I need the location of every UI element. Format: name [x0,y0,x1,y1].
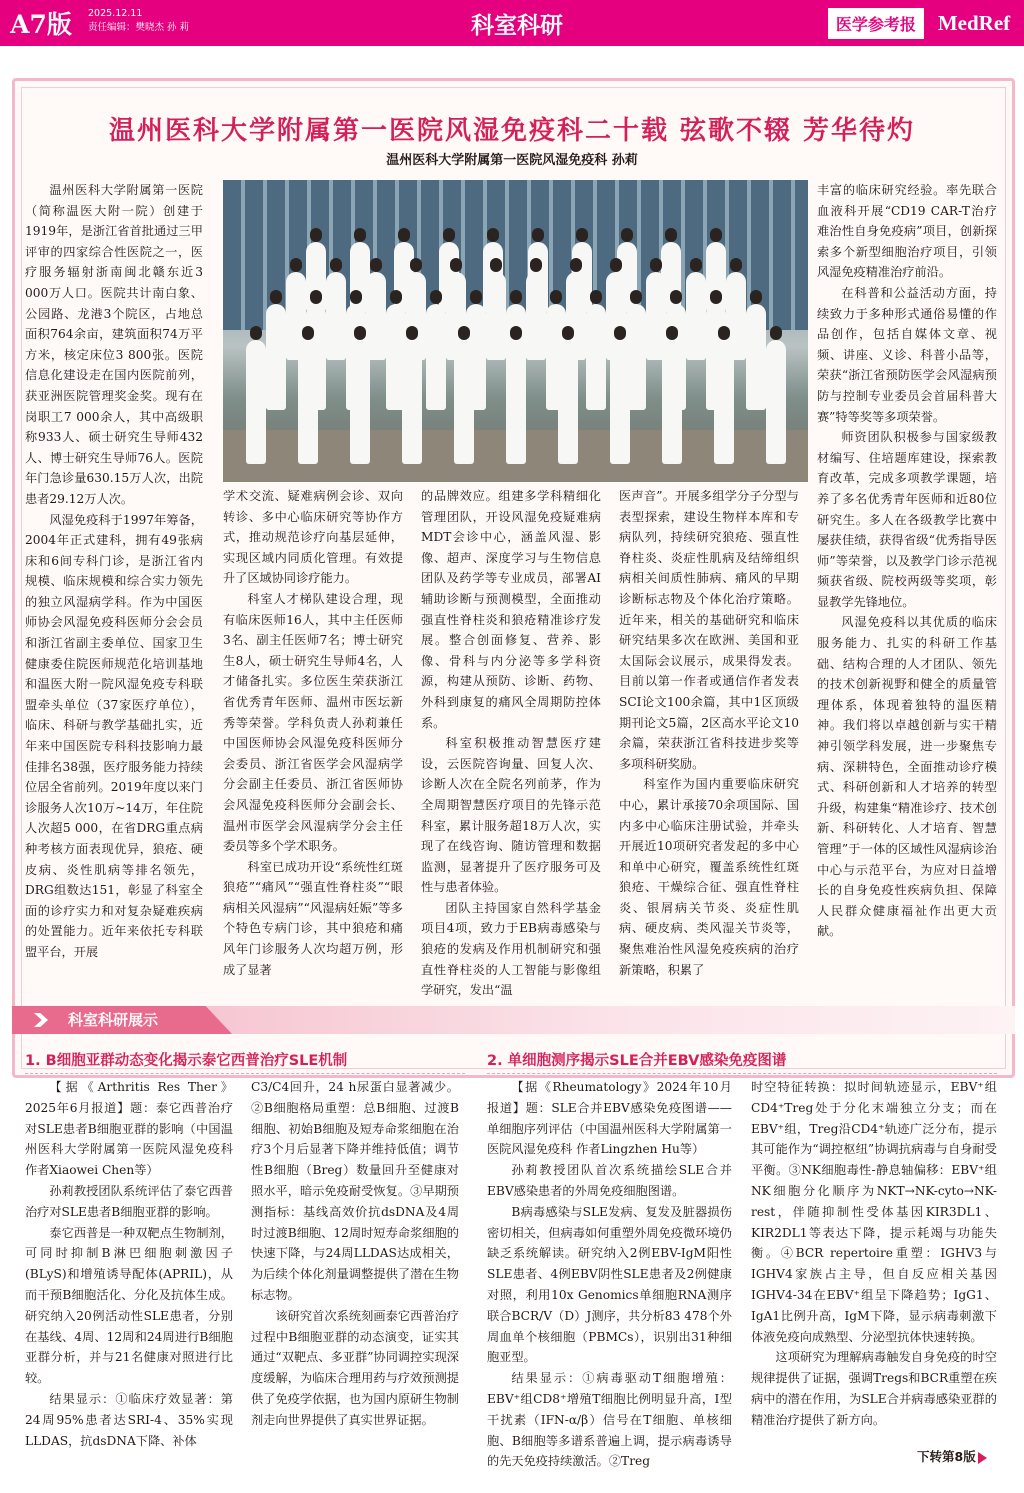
paragraph: 丰富的临床研究经验。率先联合血液科开展“CD19 CAR-T治疗难治性自身免疫病”项目，创新探索多个新型细胞治疗项目，引领风湿免疫精准治疗前沿。 [817,183,997,280]
issue-editors: 责任编辑：樊晓杰 孙 莉 [88,22,190,33]
article-byline: 温州医科大学附属第一医院风湿免疫科 孙莉 [386,153,638,168]
paragraph: 学术交流、疑难病例会诊、双向转诊、多中心临床研究等协作方式，推动规范诊疗向基层延伸，实现区域内同质化管理。有效提升了区域协同诊疗能力。 [223,489,403,586]
paragraph: 该研究首次系统刻画泰它西普治疗过程中B细胞亚群的动态演变，证实其通过“双靶点、多亚群”协同调控实现深度缓解，为临床合理用药与疗效预测提供了免疫学依据，也为国内原研生物制剂走向世界提供了真实世界证据。 [251,1308,459,1427]
photo-person [662,340,682,464]
continue-arrow-icon [978,1452,987,1464]
showcase-item-2-column-a [487,1077,732,1472]
paragraph: 风湿免疫科以其优质的临床服务能力、扎实的科研工作基础、结构合理的人才团队、领先的技术创新视野和健全的质量管理体系，体现着独特的温医精神。我们将以卓越创新与实干精神引领学科发展，进一步聚焦专病、深耕特色，全面推动诊疗模式、科研创新和人才培养的转型升级，构建集“精准诊疗、技术创新、科研转化、人才培育、智慧管理”于一体的区域性风湿病诊治中心与示范平台，为应对日益增长的自身免疫性疾病负担、保障人民群众健康福祉作出更大贡献。 [817,615,997,939]
photo-person [402,340,422,464]
photo-person [298,340,318,464]
article-column-3 [421,486,601,1001]
paragraph: 温州医科大学附属第一医院（简称温医大附一院）创建于1919年，是浙江省首批通过三甲评审的四家综合性医院之一，医疗服务辐射浙南闽北赣东近3 000万人口。医院共计南白象、公园路、龙港3个院区，占地总面积764余亩，建筑面积74万平方米，核定床位3 800张。医院信息化建设走在国内医院前列，获亚洲医院管理奖金奖。现有在岗职工7 000余人，其中高级职称933人、硕士研究生导师432人、博士研究生导师76人。医院年门急诊量630.15万人次，出院患者29.12万人次。 [25,183,203,506]
paragraph: 师资团队积极参与国家级教材编写、住培题库建设，探索教育改革，完成多项教学课题，培养了多名优秀青年医师和近80位研究生。多人在各级教学比赛中屡获佳绩，获得省级“优秀指导医师”等荣誉，以及教学门诊示范视频获省级、院校两级等奖项，彰显教学先锋地位。 [817,430,997,609]
paragraph: 医声音”。开展多组学分子分型与表型探索，建设生物样本库和专病队列，持续研究狼疮、强直性脊柱炎、炎症性肌病及结缔组织病相关间质性肺病、痛风的早期诊断标志物及个体化治疗策略。近年来，相关的基础研究和临床研究结果多次在欧洲、美国和亚太国际会议展示，成果得发表。目前以第一作者或通信作者发表SCI论文100余篇，其中1区顶级期刊论文5篇，2区高水平论文10余篇，荣获浙江省科技进步奖等多项科研奖励。 [619,489,799,771]
paper-name-cn: 医学参考报 [828,8,924,39]
article-column-5 [817,180,997,942]
paragraph: 科室已成功开设“系统性红斑狼疮”“痛风”“强直性脊柱炎”“眼病相关风湿病”“风湿病妊娠”等多个特色专病门诊，其中狼疮和痛风年门诊服务人次均超万例，形成了显著 [223,859,403,977]
team-photo [223,180,808,482]
photo-person [506,340,526,464]
photo-person [326,272,346,360]
photo-person [454,340,474,464]
showcase-item-1-column-a [25,1077,233,1451]
paragraph: 时空特征转换：拟时间轨迹显示，EBV⁺组CD4⁺Treg处于分化末端独立分支；而在EBV⁺组，Treg沿CD4⁺轨迹广泛分布，提示其可能作为“调控枢纽”协调抗病毒与自身耐受平衡。③NK细胞毒性-静息轴偏移：EBV⁺组NK细胞分化顺序为NKT→NK-cyto→NK-rest，伴随抑制性受体基因KIR3DL1、KIR2DL1等表达下降，提示耗竭与功能失衡。④BCR repertoire重塑：IGHV3与IGHV4家族占主导，但自反应相关基因IGHV4-34在EBV⁺组呈下降趋势；IgG1、IgA1比例升高，IgM下降，显示病毒刺激下体液免疫向成熟型、分泌型抗体快速转换。 [751,1080,997,1344]
article-title: 温州医科大学附属第一医院风湿免疫科二十载 弦歌不辍 芳华待灼 [108,116,916,146]
photo-person [610,340,630,464]
continued-label: 下转第8版 [917,1449,976,1464]
photo-person [350,340,370,464]
paragraph: 在科普和公益活动方面，持续致力于多种形式通俗易懂的作品创作，包括自媒体文章、视频、讲座、义诊、科普小品等，荣获“浙江省预防医学会风湿病预防与控制专业委员会首届科普大赛”特等奖等多项荣誉。 [817,285,997,424]
paragraph: 的品牌效应。组建多学科精细化管理团队，开设风湿免疫疑难病MDT会诊中心，涵盖风湿、影像、超声、深度学习与生物信息团队及药学等专业成员，部署AI辅助诊断与预测模型，全面推动强直性脊柱炎和狼疮精准诊疗发展。整合创面修复、营养、影像、骨科与内分泌等多学科资源，构建从预防、诊断、药物、外科到康复的痛风全周期防控体系。 [421,489,601,730]
article-column-4 [619,486,799,980]
issue-meta [82,0,220,46]
photo-person [746,304,766,410]
photo-person [426,304,446,410]
photo-person [586,304,606,410]
paragraph: 科室作为国内重要临床研究中心，累计承接70余项国际、国内多中心临床注册试验，并牵头开展近10项研究者发起的多中心和单中心研究，覆盖系统性红斑狼疮、干燥综合征、强直性脊柱炎、银屑病关节炎、炎症性肌病、硬皮病、类风湿关节炎等，聚焦难治性风湿免疫疾病的治疗新策略，积累了 [619,777,799,977]
masthead [0,0,1024,46]
article-column-1 [25,180,203,963]
paper-name-en: MedRef [937,10,1011,35]
paragraph: 孙莉教授团队系统评估了泰它西普治疗对SLE患者B细胞亚群的影响。 [25,1183,233,1219]
photo-person [766,340,786,464]
paragraph: 科室积极推动智慧医疗建设，云医院咨询量、回复人次、诊断人次在全院名列前茅，作为全周期智慧医疗项目的先锋示范科室，累计服务超18万人次，实现了在线咨询、随访管理和数据监测，显著提升了医疗服务可及性与患者体验。 [421,736,601,895]
showcase-item-2-column-b [751,1077,997,1431]
divider [487,1073,997,1074]
photo-person [686,272,706,360]
section-title: 科室科研 [220,0,814,46]
paragraph: 科室人才梯队建设合理，现有临床医师16人，其中主任医师3名、副主任医师7名；博士研究生8人，硕士研究生导师4名，人才储备扎实。多位医生荣获浙江省优秀青年医师、温州市医坛新秀等荣誉。学科负责人孙莉兼任中国医师协会风湿免疫科医师分会委员、浙江省医学会风湿病学分会副主任委员、浙江省医师协会风湿免疫科医师分会副会长、温州市医学会风湿病学分会主任委员等多个学术职务。 [223,591,403,854]
photo-person [714,340,734,464]
paragraph: 这项研究为理解病毒触发自身免疫的时空规律提供了证据，强调Tregs和BCR重塑在疾病中的潜在作用，为SLE合并病毒感染亚群的精准治疗提供了新方向。 [751,1350,997,1427]
paragraph: B病毒感染与SLE发病、复发及脏器损伤密切相关，但病毒如何重塑外周免疫微环境仍缺乏系统解读。研究纳入2例EBV-IgM阳性SLE患者、4例EBV阴性SLE患者及2例健康对照，利用10x Genomics单细胞RNA测序联合BCR/V（D）J测序，共分析83 478个外周血单个核细胞（PBMCs），识别出31种细胞亚型。 [487,1204,732,1365]
paragraph: 泰它西普是一种双靶点生物制剂，可同时抑制B淋巴细胞刺激因子(BLyS)和增殖诱导配体(APRIL)，从而干预B细胞活化、分化及抗体生成。研究纳入20例活动性SLE患者，分别在基线、4周、12周和24周进行B细胞亚群分析，并与21名健康对照进行比较。 [25,1225,233,1386]
paragraph: 结果显示：①临床疗效显著：第24周95%患者达SRI-4、35%实现LLDAS，抗dsDNA下降、补体 [25,1391,233,1448]
paragraph: 【据《Rheumatology》2024年10月报道】题：SLE合并EBV感染免疫图谱——单细胞序列评估（中国温州医科大学附属第一医院风湿免疫科 作者Lingzhen Hu等） [487,1080,732,1157]
paragraph: 团队主持国家自然科学基金项目4项，致力于EB病毒感染与狼疮的发病及作用机制研究和强直性脊柱炎的人工智能与影像组学研究，发出“温 [421,900,601,998]
paper-brand [814,0,1024,46]
issue-date: 2025.12.11 [88,8,143,19]
paragraph: 风湿免疫科于1997年筹备，2004年正式建科，拥有49张病床和6间专科门诊，是浙江省内规模、临床规模和综合实力领先的独立风湿病学科。作为中国医师协会风湿免疫科医师分会会员和浙江省副主委单位、国家卫生健康委住院医师规范化培训基地和温医大附一院风湿免疫专科联盟牵头单位（37家医疗单位），临床、科研与教学基础扎实，近年来中国医院专科科技影响力最佳排名38强，医疗服务能力持续位居全省前列。2019年度以来门诊服务人次10万~14万，年住院人次超5 000，在省DRG重点病种考核方面表现优异，狼疮、硬皮病、炎性肌病等排名领先，DRG组数达151，彰显了科室全面的诊疗实力和对复杂疑难疾病的处置能力。近年来依托专科联盟平台，开展 [25,512,203,959]
photo-person [246,340,266,464]
paragraph: C3/C4回升，24 h尿蛋白显著减少。②B细胞格局重塑：总B细胞、过渡B细胞、初始B细胞及短寿命浆细胞在治疗3个月后显著下降并维持低值；调节性B细胞（Breg）数量回升至健康对照水平，暗示免疫耐受恢复。③早期预测指标：基线高效价抗dsDNA及4周时过渡B细胞、12周时短寿命浆细胞的快速下降，与24周LLDAS达成相关，为后续个体化剂量调整提供了潜在生物标志物。 [251,1080,459,1302]
paragraph: 【据《Arthritis Res Ther》2025年6月报道】题：泰它西普治疗对SLE患者B细胞亚群的影响（中国温州医科大学附属第一医院风湿免疫科 作者Xiaowei Chen等） [25,1080,233,1178]
showcase-item-1-heading: 1. B细胞亚群动态变化揭示泰它西普治疗SLE机制 [25,1053,348,1069]
photo-person [558,340,578,464]
divider [25,1073,465,1074]
article-column-2 [223,486,403,980]
photo-person [266,304,286,410]
paragraph: 孙莉教授团队首次系统描绘SLE合并EBV感染患者的外周免疫细胞图谱。 [487,1163,732,1198]
showcase-item-1-column-b [251,1077,459,1431]
paragraph: 结果显示：①病毒驱动T细胞增殖：EBV⁺组CD8⁺增殖T细胞比例明显升高，Ⅰ型干扰素（IFN-α/β）信号在T细胞、单核细胞、B细胞等多谱系普遍上调，提示病毒诱导的先天免疫持续激活。②Treg [487,1371,732,1469]
showcase-band [12,1006,1015,1034]
continued-note[interactable] [917,1447,987,1465]
showcase-label: 科室科研展示 [68,1011,159,1029]
showcase-item-2-heading: 2. 单细胞测序揭示SLE合并EBV感染免疫图谱 [487,1053,787,1069]
edition-label: A7版 [0,0,82,46]
photo-person [486,272,506,360]
photo-person [526,272,546,360]
